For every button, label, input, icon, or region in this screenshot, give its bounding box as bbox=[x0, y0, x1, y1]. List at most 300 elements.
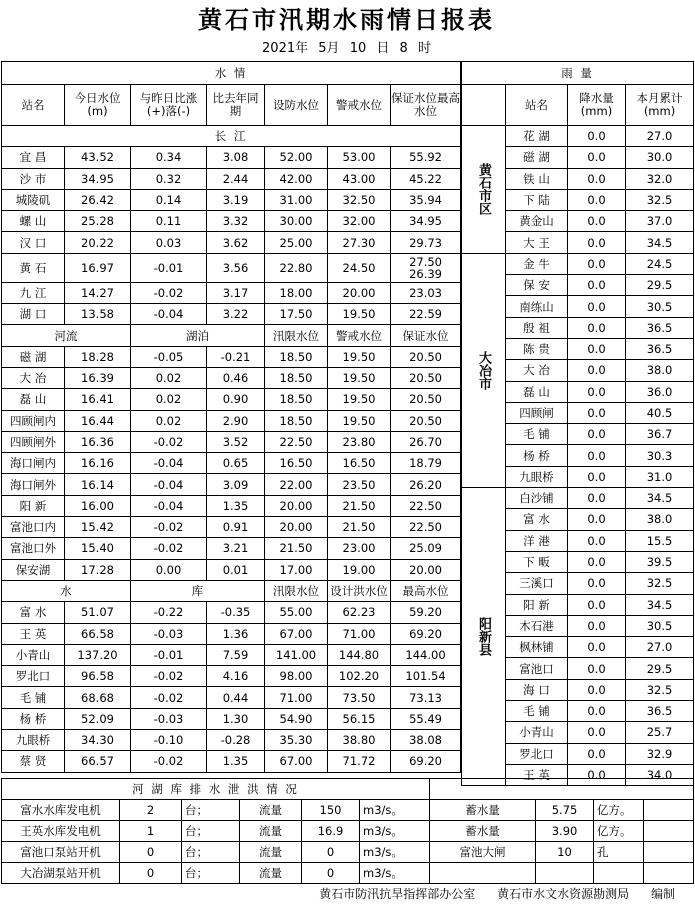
station-name: 小青山 bbox=[2, 644, 65, 665]
station-value: -0.04 bbox=[131, 495, 207, 516]
station-value: 0.65 bbox=[207, 453, 265, 474]
rain-station-name: 海 口 bbox=[506, 679, 568, 700]
station-value: 19.50 bbox=[328, 410, 391, 431]
lakes-header-0: 河流 bbox=[2, 325, 131, 346]
flood-cell-2: 台； bbox=[182, 863, 240, 884]
station-value: 73.50 bbox=[328, 687, 391, 708]
rain-value: 0.0 bbox=[568, 296, 626, 317]
reservoirs-header-4: 最高水位 bbox=[391, 580, 461, 601]
station-name: 湖 口 bbox=[2, 304, 65, 325]
station-value: 23.03 bbox=[391, 282, 461, 303]
station-name: 保安湖 bbox=[2, 559, 65, 580]
station-value: 16.36 bbox=[65, 431, 131, 452]
date-day: 10 bbox=[349, 41, 367, 56]
station-value: 67.00 bbox=[265, 623, 328, 644]
flood-row bbox=[2, 842, 694, 863]
rain-station-name: 枫林铺 bbox=[506, 637, 568, 658]
lake-row bbox=[2, 559, 461, 580]
station-value: 16.50 bbox=[265, 453, 328, 474]
station-value: 20.22 bbox=[65, 232, 131, 253]
reservoir-row bbox=[2, 708, 461, 729]
lakes-header-4: 保证水位 bbox=[391, 325, 461, 346]
rain-value: 36.5 bbox=[626, 338, 694, 359]
reservoirs-header-1: 库 bbox=[131, 580, 265, 601]
station-value: 25.00 bbox=[265, 232, 328, 253]
district-name: 阳新县 bbox=[462, 488, 506, 786]
station-value: -0.05 bbox=[131, 346, 207, 367]
flood-title-blank bbox=[430, 779, 694, 800]
rain-value: 0.0 bbox=[568, 360, 626, 381]
station-value: 18.00 bbox=[265, 282, 328, 303]
station-value: 66.58 bbox=[65, 623, 131, 644]
station-value: 3.56 bbox=[207, 253, 265, 282]
station-value: 3.08 bbox=[207, 147, 265, 168]
flood-cell-6 bbox=[430, 863, 536, 884]
station-value: 4.16 bbox=[207, 666, 265, 687]
station-value: 31.00 bbox=[265, 189, 328, 210]
station-value: 71.00 bbox=[265, 687, 328, 708]
report-date bbox=[0, 38, 693, 60]
station-value: 71.72 bbox=[328, 751, 391, 772]
station-value: 20.50 bbox=[391, 346, 461, 367]
station-value: 15.42 bbox=[65, 517, 131, 538]
station-value: 18.79 bbox=[391, 453, 461, 474]
rain-station-name: 阳 新 bbox=[506, 594, 568, 615]
water-header-3: 比去年同 期 bbox=[207, 85, 265, 126]
changjiang-row bbox=[2, 253, 461, 282]
flood-table bbox=[1, 778, 694, 884]
changjiang-section-header bbox=[2, 126, 461, 147]
rain-value: 0.0 bbox=[568, 275, 626, 296]
rain-station-name: 黄金山 bbox=[506, 211, 568, 232]
station-value: 22.00 bbox=[265, 474, 328, 495]
rain-value: 0.0 bbox=[568, 573, 626, 594]
report-footer bbox=[0, 883, 693, 905]
station-value: 1.35 bbox=[207, 495, 265, 516]
rain-station-name: 金 牛 bbox=[506, 253, 568, 274]
station-value: 27.30 bbox=[328, 232, 391, 253]
flood-cell-1: 0 bbox=[120, 842, 182, 863]
station-name: 黄 石 bbox=[2, 253, 65, 282]
station-value: 52.00 bbox=[265, 147, 328, 168]
rain-station-name: 木石港 bbox=[506, 615, 568, 636]
rain-header-0: 站名 bbox=[506, 85, 568, 126]
station-value: 66.57 bbox=[65, 751, 131, 772]
flood-cell-4: 0 bbox=[302, 863, 360, 884]
station-value: -0.02 bbox=[131, 751, 207, 772]
station-value: 22.50 bbox=[265, 431, 328, 452]
water-header-2: 与昨日比涨(+)落(-) bbox=[131, 85, 207, 126]
rain-station-name: 大 王 bbox=[506, 232, 568, 253]
report-title: 黄石市汛期水雨情日报表 bbox=[198, 5, 495, 34]
station-value: 20.50 bbox=[391, 410, 461, 431]
lake-row bbox=[2, 389, 461, 410]
station-name: 四顾闸外 bbox=[2, 431, 65, 452]
station-name: 螺 山 bbox=[2, 211, 65, 232]
station-value: 3.21 bbox=[207, 538, 265, 559]
station-value: 22.59 bbox=[391, 304, 461, 325]
rain-value: 40.5 bbox=[626, 402, 694, 423]
rain-station-name: 磊 山 bbox=[506, 381, 568, 402]
station-value: 13.58 bbox=[65, 304, 131, 325]
changjiang-row bbox=[2, 211, 461, 232]
station-value: 32.00 bbox=[328, 211, 391, 232]
flood-cell-3: 流量 bbox=[240, 800, 302, 821]
rain-station-name: 富池口 bbox=[506, 658, 568, 679]
station-value: 68.68 bbox=[65, 687, 131, 708]
rain-station-name: 保 安 bbox=[506, 275, 568, 296]
water-header-0: 站名 bbox=[2, 85, 65, 126]
station-value: 144.80 bbox=[328, 644, 391, 665]
rain-row bbox=[462, 488, 694, 509]
station-value: 55.00 bbox=[265, 602, 328, 623]
station-value: 96.58 bbox=[65, 666, 131, 687]
station-value: 69.20 bbox=[391, 751, 461, 772]
station-value: 23.00 bbox=[328, 538, 391, 559]
lake-row bbox=[2, 346, 461, 367]
date-month: 5月 bbox=[318, 41, 340, 56]
station-value: 26.20 bbox=[391, 474, 461, 495]
reservoir-row bbox=[2, 623, 461, 644]
lakes-header-3: 警戒水位 bbox=[328, 325, 391, 346]
station-value: 1.36 bbox=[207, 623, 265, 644]
rain-value: 25.7 bbox=[626, 722, 694, 743]
station-value: 16.14 bbox=[65, 474, 131, 495]
station-value: 23.50 bbox=[328, 474, 391, 495]
date-hour-unit: 时 bbox=[417, 41, 431, 56]
station-value: 19.50 bbox=[328, 367, 391, 388]
flood-title: 河 湖 库 排 水 泄 洪 情 况 bbox=[2, 779, 430, 800]
rain-row bbox=[462, 126, 694, 147]
rain-station-name: 四顾闸 bbox=[506, 402, 568, 423]
rain-station-name: 九眼桥 bbox=[506, 466, 568, 487]
rain-value: 27.0 bbox=[626, 637, 694, 658]
station-value: 43.00 bbox=[328, 168, 391, 189]
station-name: 九 江 bbox=[2, 282, 65, 303]
water-header-6: 保证水位最高水位 bbox=[391, 85, 461, 126]
rain-row bbox=[462, 253, 694, 274]
station-name: 四顾闸内 bbox=[2, 410, 65, 431]
station-value: 54.90 bbox=[265, 708, 328, 729]
rain-value: 30.0 bbox=[626, 147, 694, 168]
rain-value: 0.0 bbox=[568, 530, 626, 551]
station-value: 30.00 bbox=[265, 211, 328, 232]
flood-cell-2: 台； bbox=[182, 800, 240, 821]
station-value: 55.49 bbox=[391, 708, 461, 729]
date-day-unit: 日 bbox=[376, 41, 390, 56]
reservoir-row bbox=[2, 602, 461, 623]
station-name: 富 水 bbox=[2, 602, 65, 623]
rain-value: 0.0 bbox=[568, 317, 626, 338]
water-table bbox=[1, 61, 461, 773]
station-value: 98.00 bbox=[265, 666, 328, 687]
changjiang-title: 长 江 bbox=[2, 126, 461, 147]
changjiang-row bbox=[2, 232, 461, 253]
station-value: 0.46 bbox=[207, 367, 265, 388]
flood-cell-1: 2 bbox=[120, 800, 182, 821]
rain-station-name: 白沙铺 bbox=[506, 488, 568, 509]
station-value: 16.39 bbox=[65, 367, 131, 388]
station-value: 23.80 bbox=[328, 431, 391, 452]
rain-station-name: 毛 铺 bbox=[506, 701, 568, 722]
rain-section-title: 雨 量 bbox=[462, 62, 694, 85]
rain-value: 0.0 bbox=[568, 701, 626, 722]
flood-cell-5: m3/s。 bbox=[360, 821, 430, 842]
station-name: 城陵矶 bbox=[2, 189, 65, 210]
reservoirs-header-3: 设计洪水位 bbox=[328, 580, 391, 601]
station-value: 29.73 bbox=[391, 232, 461, 253]
rain-value: 36.5 bbox=[626, 701, 694, 722]
station-name: 宜 昌 bbox=[2, 147, 65, 168]
rain-value: 0.0 bbox=[568, 445, 626, 466]
rain-value: 29.5 bbox=[626, 275, 694, 296]
station-value: 18.50 bbox=[265, 410, 328, 431]
station-name: 蔡 贤 bbox=[2, 751, 65, 772]
station-value: -0.01 bbox=[131, 253, 207, 282]
rain-station-name: 王 英 bbox=[506, 764, 568, 785]
station-name: 汉 口 bbox=[2, 232, 65, 253]
rain-value: 32.5 bbox=[626, 189, 694, 210]
water-header-5: 警戒水位 bbox=[328, 85, 391, 126]
flood-row bbox=[2, 821, 694, 842]
station-value: 7.59 bbox=[207, 644, 265, 665]
station-value: -0.03 bbox=[131, 623, 207, 644]
reservoir-row bbox=[2, 687, 461, 708]
rain-column-headers bbox=[462, 85, 694, 126]
station-value: 16.16 bbox=[65, 453, 131, 474]
flood-title-row bbox=[2, 779, 694, 800]
rain-value: 29.5 bbox=[626, 658, 694, 679]
district-name: 黄石市区 bbox=[462, 126, 506, 254]
station-value: 59.20 bbox=[391, 602, 461, 623]
station-value: -0.28 bbox=[207, 730, 265, 751]
station-name: 阳 新 bbox=[2, 495, 65, 516]
flood-cell-8 bbox=[594, 863, 644, 884]
lakes-header-row bbox=[2, 325, 461, 346]
rain-station-name: 杨 桥 bbox=[506, 445, 568, 466]
rain-value: 37.0 bbox=[626, 211, 694, 232]
station-value: 21.50 bbox=[265, 538, 328, 559]
station-value: 0.90 bbox=[207, 389, 265, 410]
flood-cell-8: 亿方。 bbox=[594, 821, 644, 842]
rain-value: 0.0 bbox=[568, 424, 626, 445]
rain-value: 34.5 bbox=[626, 488, 694, 509]
station-value: -0.02 bbox=[131, 666, 207, 687]
station-value: 24.50 bbox=[328, 253, 391, 282]
rain-header-2: 本月累计(mm) bbox=[626, 85, 694, 126]
station-value: 3.19 bbox=[207, 189, 265, 210]
station-value: -0.02 bbox=[131, 282, 207, 303]
station-name: 富池口外 bbox=[2, 538, 65, 559]
rain-value: 0.0 bbox=[568, 637, 626, 658]
rain-value: 0.0 bbox=[568, 126, 626, 147]
station-name: 大 冶 bbox=[2, 367, 65, 388]
rain-value: 15.5 bbox=[626, 530, 694, 551]
station-value: 18.50 bbox=[265, 346, 328, 367]
lakes-header-2: 汛限水位 bbox=[265, 325, 328, 346]
station-value: 19.50 bbox=[328, 304, 391, 325]
reservoirs-header-0: 水 bbox=[2, 580, 131, 601]
flood-cell-5: m3/s。 bbox=[360, 842, 430, 863]
station-name: 磊 山 bbox=[2, 389, 65, 410]
date-hour: 8 bbox=[399, 41, 408, 56]
changjiang-row bbox=[2, 147, 461, 168]
rain-value: 32.5 bbox=[626, 573, 694, 594]
station-value: -0.02 bbox=[131, 431, 207, 452]
station-name: 磁 湖 bbox=[2, 346, 65, 367]
flood-row bbox=[2, 800, 694, 821]
station-value: 55.92 bbox=[391, 147, 461, 168]
rain-value: 0.0 bbox=[568, 466, 626, 487]
rain-value: 39.5 bbox=[626, 551, 694, 572]
rain-value: 27.0 bbox=[626, 126, 694, 147]
flood-cell-blank bbox=[644, 863, 694, 884]
rain-station-name: 下 陆 bbox=[506, 189, 568, 210]
station-value: 3.62 bbox=[207, 232, 265, 253]
station-value: 3.22 bbox=[207, 304, 265, 325]
station-value: 62.23 bbox=[328, 602, 391, 623]
lake-row bbox=[2, 367, 461, 388]
flood-cell-5: m3/s。 bbox=[360, 863, 430, 884]
rain-station-name: 小青山 bbox=[506, 722, 568, 743]
station-value: 22.80 bbox=[265, 253, 328, 282]
station-value: 3.52 bbox=[207, 431, 265, 452]
rain-station-name: 磁 湖 bbox=[506, 147, 568, 168]
station-name: 毛 铺 bbox=[2, 687, 65, 708]
station-value: 141.00 bbox=[265, 644, 328, 665]
rain-station-name: 毛 铺 bbox=[506, 424, 568, 445]
rain-value: 38.0 bbox=[626, 360, 694, 381]
station-value: 15.40 bbox=[65, 538, 131, 559]
station-value: 102.20 bbox=[328, 666, 391, 687]
rain-value: 0.0 bbox=[568, 615, 626, 636]
footer-action: 编制 bbox=[650, 887, 675, 901]
reservoir-row bbox=[2, 751, 461, 772]
flood-cell-7: 5.75 bbox=[536, 800, 594, 821]
rain-value: 32.9 bbox=[626, 743, 694, 764]
rain-value: 0.0 bbox=[568, 232, 626, 253]
rain-value: 0.0 bbox=[568, 402, 626, 423]
station-value: -0.04 bbox=[131, 453, 207, 474]
station-value: 0.02 bbox=[131, 410, 207, 431]
reservoirs-header-row bbox=[2, 580, 461, 601]
station-value: 0.91 bbox=[207, 517, 265, 538]
rain-station-name: 罗北口 bbox=[506, 743, 568, 764]
flood-cell-2: 台； bbox=[182, 842, 240, 863]
rain-section-header bbox=[462, 62, 694, 85]
flood-cell-6: 蓄水量 bbox=[430, 821, 536, 842]
station-value: 22.50 bbox=[391, 517, 461, 538]
lake-row bbox=[2, 431, 461, 452]
station-value: 16.41 bbox=[65, 389, 131, 410]
changjiang-row bbox=[2, 282, 461, 303]
station-value: 25.09 bbox=[391, 538, 461, 559]
station-value: 14.27 bbox=[65, 282, 131, 303]
station-value: 19.50 bbox=[328, 346, 391, 367]
station-value: 38.08 bbox=[391, 730, 461, 751]
station-value: 16.00 bbox=[65, 495, 131, 516]
rain-value: 0.0 bbox=[568, 743, 626, 764]
station-value: 34.30 bbox=[65, 730, 131, 751]
rain-value: 0.0 bbox=[568, 658, 626, 679]
station-value: 45.22 bbox=[391, 168, 461, 189]
station-value: 137.20 bbox=[65, 644, 131, 665]
station-value: 3.09 bbox=[207, 474, 265, 495]
flood-cell-2: 台； bbox=[182, 821, 240, 842]
flood-row bbox=[2, 863, 694, 884]
rain-station-name: 洋 港 bbox=[506, 530, 568, 551]
rain-value: 30.5 bbox=[626, 615, 694, 636]
station-value: 67.00 bbox=[265, 751, 328, 772]
flood-cell-7: 10 bbox=[536, 842, 594, 863]
station-name: 海口闸内 bbox=[2, 453, 65, 474]
station-value: -0.10 bbox=[131, 730, 207, 751]
station-value: -0.01 bbox=[131, 644, 207, 665]
station-value: 20.00 bbox=[265, 495, 328, 516]
station-value: 3.32 bbox=[207, 211, 265, 232]
rain-station-name: 陈 贵 bbox=[506, 338, 568, 359]
lake-row bbox=[2, 453, 461, 474]
station-value: 26.42 bbox=[65, 189, 131, 210]
station-value: -0.21 bbox=[207, 346, 265, 367]
station-name: 富池口内 bbox=[2, 517, 65, 538]
reservoir-row bbox=[2, 666, 461, 687]
rain-value: 0.0 bbox=[568, 168, 626, 189]
station-value: 0.03 bbox=[131, 232, 207, 253]
station-value: 18.50 bbox=[265, 389, 328, 410]
station-value: 27.50 26.39 bbox=[391, 253, 461, 282]
station-value: 0.02 bbox=[131, 389, 207, 410]
rain-value: 32.5 bbox=[626, 679, 694, 700]
flood-cell-4: 0 bbox=[302, 842, 360, 863]
rain-value: 0.0 bbox=[568, 253, 626, 274]
flood-cell-4: 16.9 bbox=[302, 821, 360, 842]
station-value: 25.28 bbox=[65, 211, 131, 232]
water-section-header bbox=[2, 62, 461, 85]
station-value: 2.90 bbox=[207, 410, 265, 431]
station-value: 16.50 bbox=[328, 453, 391, 474]
flood-cell-0: 王英水库发电机 bbox=[2, 821, 120, 842]
rain-value: 0.0 bbox=[568, 594, 626, 615]
changjiang-row bbox=[2, 304, 461, 325]
station-value: 0.44 bbox=[207, 687, 265, 708]
rain-value: 0.0 bbox=[568, 211, 626, 232]
station-value: 52.09 bbox=[65, 708, 131, 729]
station-value: 144.00 bbox=[391, 644, 461, 665]
rain-station-name: 大 冶 bbox=[506, 360, 568, 381]
station-value: 38.80 bbox=[328, 730, 391, 751]
station-value: 21.50 bbox=[328, 495, 391, 516]
lake-row bbox=[2, 538, 461, 559]
lake-row bbox=[2, 410, 461, 431]
changjiang-row bbox=[2, 189, 461, 210]
station-value: 17.28 bbox=[65, 559, 131, 580]
station-value: 69.20 bbox=[391, 623, 461, 644]
flood-cell-3: 流量 bbox=[240, 842, 302, 863]
station-value: 20.00 bbox=[391, 559, 461, 580]
flood-cell-8: 孔 bbox=[594, 842, 644, 863]
flood-cell-3: 流量 bbox=[240, 821, 302, 842]
station-value: 17.50 bbox=[265, 304, 328, 325]
station-value: -0.03 bbox=[131, 708, 207, 729]
reservoir-row bbox=[2, 730, 461, 751]
station-value: 20.00 bbox=[328, 282, 391, 303]
station-value: 32.50 bbox=[328, 189, 391, 210]
rain-value: 0.0 bbox=[568, 764, 626, 785]
rain-station-name: 殷 祖 bbox=[506, 317, 568, 338]
station-value: 19.00 bbox=[328, 559, 391, 580]
station-value: 56.15 bbox=[328, 708, 391, 729]
